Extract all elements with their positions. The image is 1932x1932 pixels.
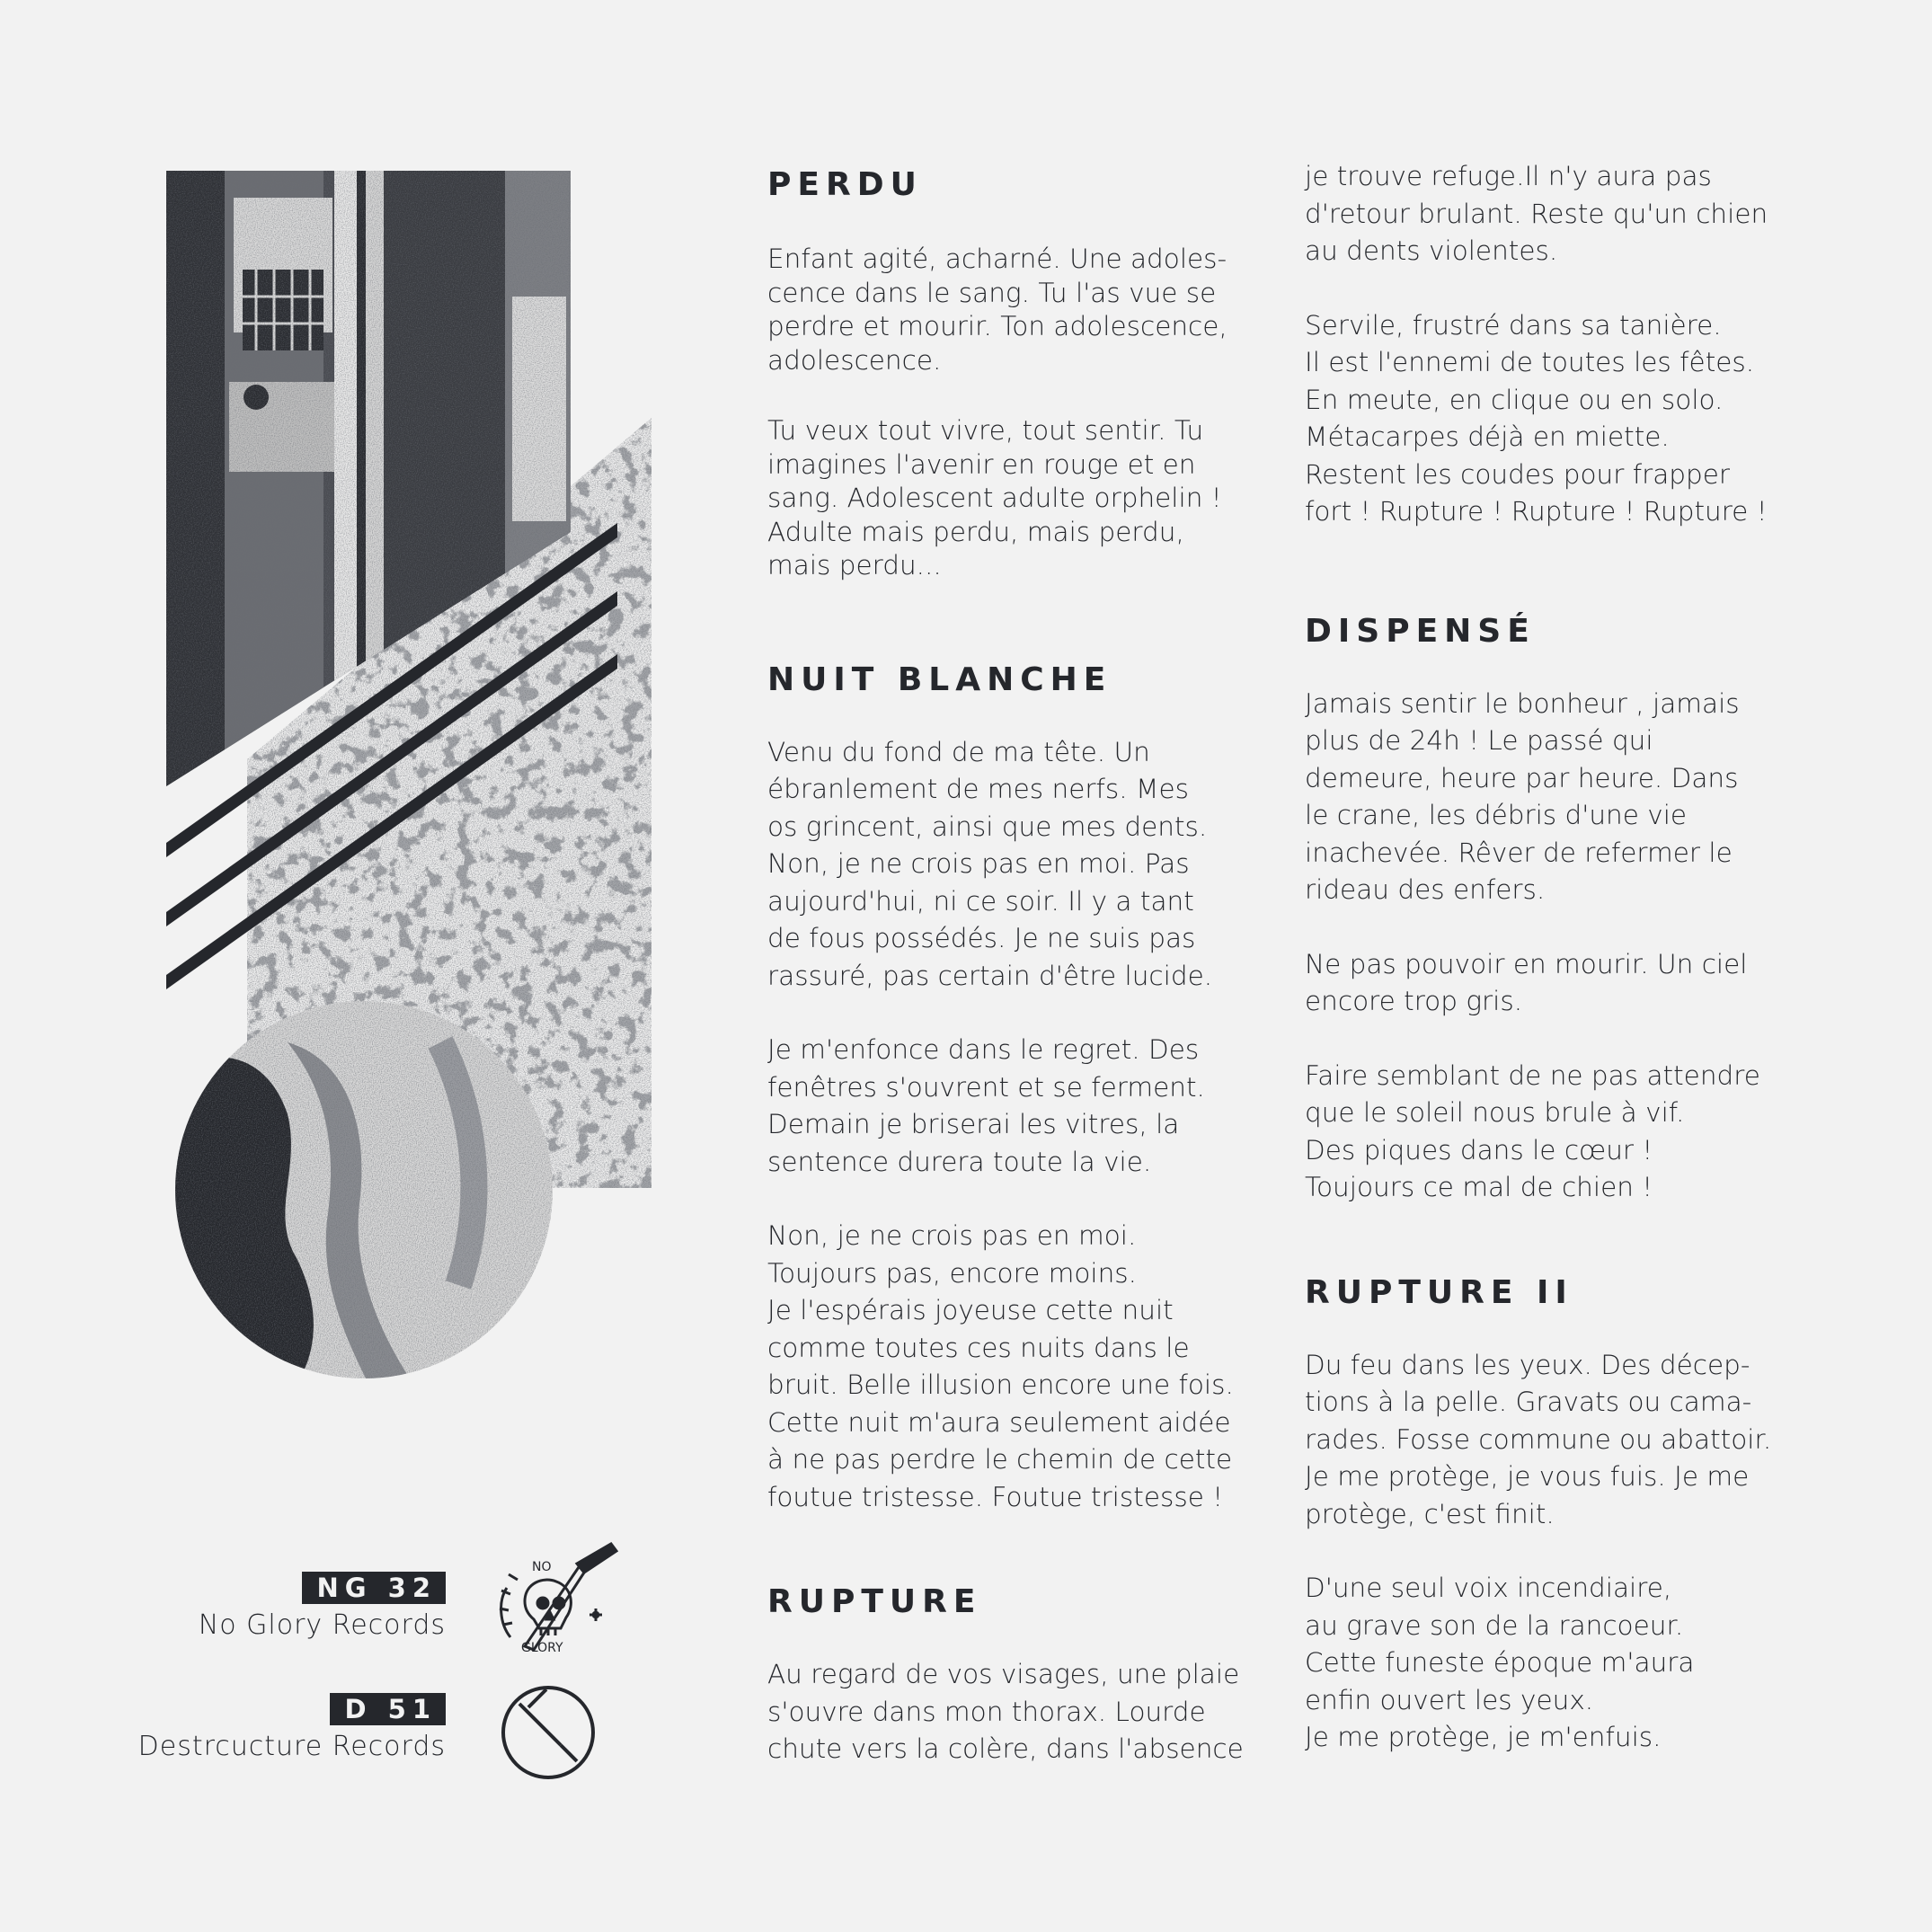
song-dispense: [1305, 608, 1790, 1207]
lyrics-column-2: [1305, 158, 1790, 1757]
stanza: Faire semblant de ne pas attendre que le soleil nous brule à vif. Des piques dans le cœur ! Toujours ce mal de chien !: [1305, 1059, 1760, 1202]
stanza: Du feu dans les yeux. Des décep- tions à la pelle. Gravats ou cama- rades. Fosse commune ou abattoir. Je me protège, je vous fuis. Je me protège, c'est finit.: [1305, 1349, 1772, 1529]
stanza: Au regard de vos visages, une plaie s'ouvre dans mon thorax. Lourde chute vers la colère, dans l'absence: [767, 1659, 1244, 1764]
collage-artwork: [144, 162, 683, 1402]
label-credit-destructure: [138, 1693, 446, 1765]
song-perdu: [767, 162, 1253, 583]
song-title: NUIT BLANCHE: [767, 660, 1112, 698]
circle-t-icon: [494, 1682, 602, 1781]
label-name: No Glory Records: [198, 1609, 446, 1641]
stanza: Ne pas pouvoir en mourir. Un ciel encore trop gris.: [1305, 948, 1748, 1016]
song-title: DISPENSÉ: [1305, 612, 1536, 650]
skull-dagger-icon: [489, 1538, 620, 1664]
logo-text-glory: GLORY: [521, 1641, 563, 1655]
song-nuit-blanche: [767, 657, 1253, 1517]
stanza: Servile, frustré dans sa tanière. Il est l'ennemi de toutes les fêtes. En meute, en clique ou en solo. Métacarpes déjà en miette. Restent les coudes pour frapper fort ! Rupture ! Rupture ! Rupture !: [1305, 309, 1768, 527]
stanza: Non, je ne crois pas en moi. Toujours pas, encore moins. Je l'espérais joyeuse cette nuit comme toutes ces nuits dans le bruit. Belle illusion encore une fois. Cette nuit m'aura seulement aidée à ne pas perdre le chemin de cette foutue tristesse. Foutue tristesse !: [767, 1220, 1234, 1512]
stanza: Enfant agité, acharné. Une adoles- cence dans le sang. Tu l'as vue se perdre et mourir. Ton adolescence, adolescence.: [767, 244, 1227, 376]
label-name: Destrcucture Records: [137, 1731, 446, 1762]
song-rupture-ii: [1305, 1270, 1790, 1757]
song-rupture: [767, 1579, 1253, 1768]
stanza: Je m'enfonce dans le regret. Des fenêtres s'ouvrent et se ferment. Demain je briserai les vitres, la sentence durera toute la vie.: [767, 1034, 1205, 1177]
lyrics-column-1: [767, 162, 1253, 1768]
song-title: RUPTURE: [767, 1583, 982, 1620]
stanza: D'une seul voix incendiaire, au grave son de la rancoeur. Cette funeste époque m'aura enfin ouvert les yeux. Je me protège, je m'enfuis.: [1305, 1573, 1695, 1752]
logo-text-no: NO: [532, 1560, 552, 1574]
song-title: PERDU: [767, 166, 923, 203]
song-rupture-continued: [1305, 158, 1790, 531]
catalog-number: D 51: [330, 1693, 446, 1725]
stanza: Venu du fond de ma tête. Un ébranlement de mes nerfs. Mes os grincent, ainsi que mes dents. Non, je ne crois pas en moi. Pas aujourd'hui, ni ce soir. Il y a tant de fous possédés. Je ne suis pas rassuré, pas certain d'être lucide.: [767, 736, 1213, 991]
label-credit-no-glory: [199, 1572, 446, 1644]
stanza: Tu veux tout vivre, tout sentir. Tu imagines l'avenir en rouge et en sang. Adolescent adulte orphelin ! Adulte mais perdu, mais perdu, mais perdu...: [767, 415, 1222, 580]
stanza: je trouve refuge.Il n'y aura pas d'retour brulant. Reste qu'un chien au dents violentes.: [1305, 161, 1768, 266]
song-title: RUPTURE II: [1305, 1273, 1573, 1311]
catalog-number: NG 32: [302, 1572, 446, 1604]
stanza: Jamais sentir le bonheur , jamais plus de 24h ! Le passé qui demeure, heure par heure. Dans le crane, les débris d'une vie inachevée. Rêver de refermer le rideau des enfers.: [1305, 687, 1740, 905]
